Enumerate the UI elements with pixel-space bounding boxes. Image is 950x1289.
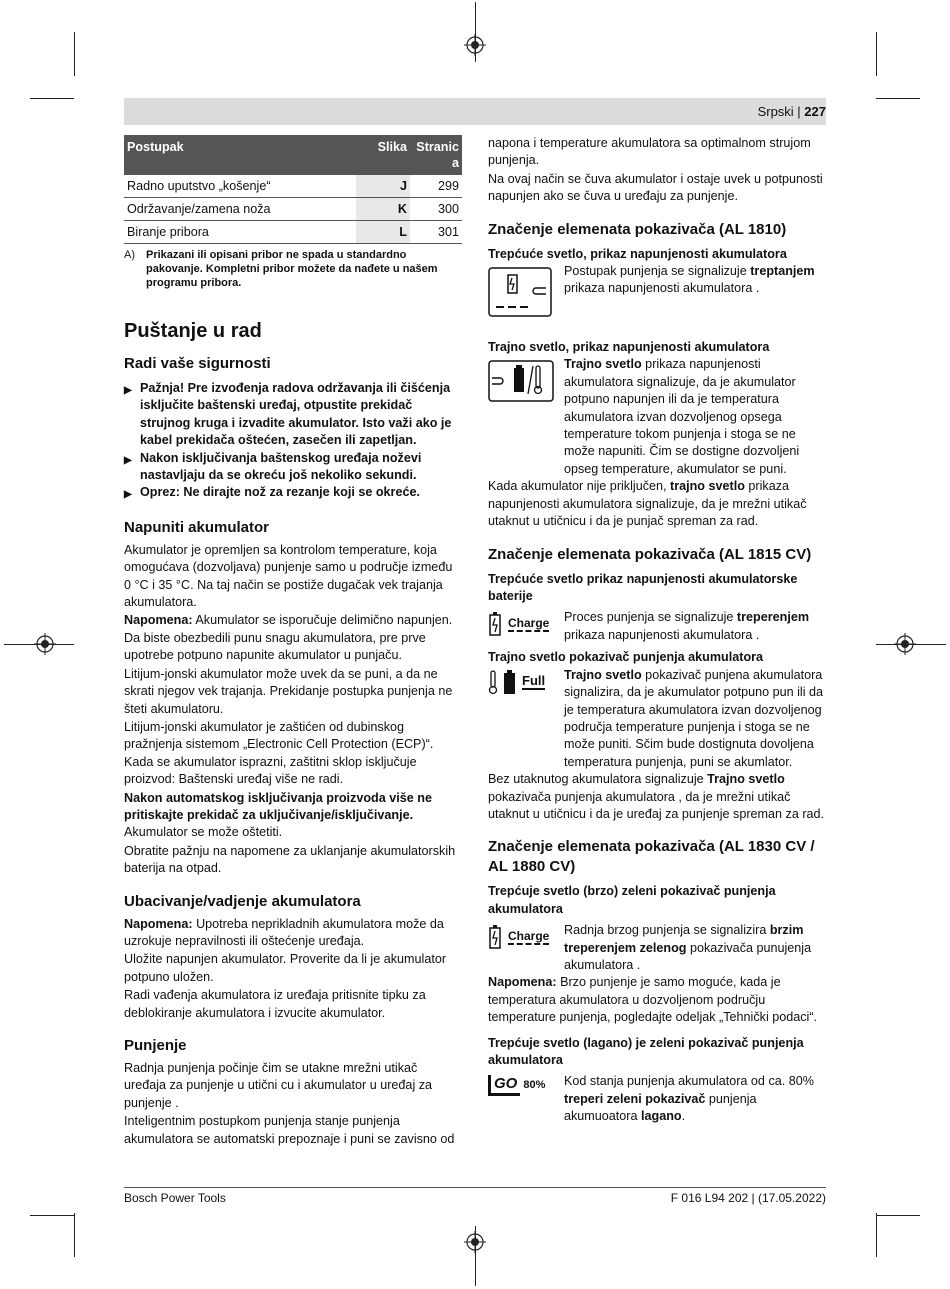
registration-mark-icon [894,633,916,655]
footer-rule [124,1187,826,1188]
insert-heading: Ubacivanje/vadjenje akumulatora [124,892,361,910]
charge-fast-icon [488,924,549,950]
paragraph: napona i temperature akumulatora sa optimalnom strujom punjenja. [488,136,811,168]
paragraph: Nakon automatskog isključivanja proizvoda više ne pritiskajte prekidač za uključivanje/isključivanje. Akumulator se može oštetiti. [124,790,432,840]
paragraph: Trajno svetlo prikaza napunjenosti akumulatora signalizuje, da je akumulator potpuno napunjen ili da je temperatura akumulatora izvan dozvoljenog opsega temperature tokom punjenja i stoga se ne može napuniti. Čim se dostigne dozvoljeni opseg temperature, akumulator se puni. [564,357,800,476]
paragraph: Postupak punjenja se signalizuje treptanjem prikaza napunjenosti akumulatora . [564,264,815,296]
table-cell: 300 [410,198,462,221]
paragraph: Litijum-jonski akumulator je zaštićen od dubinskog pražnjenja sistemom „Electronic Cell Protection (ECP)“. Kada se akumulator isprazni, zaštitni sklop isključuje proizvod: Baštenski uređaj više ne radi. [124,719,434,787]
fast-heading: Trepćuje svetlo (brzo) zeleni pokazivač punjenja akumulatora [488,884,776,916]
registration-mark-icon [34,633,56,655]
charge-label: Charge [508,929,550,944]
safety-bullet: ▶ Nakon isključivanja baštenskog uređaja noževi nastavljaju da se okreću još nekoliko sekundi. [124,450,456,485]
footnote-key: A) [124,249,135,261]
fast-indicator-row [488,922,826,974]
blink-heading: Trepćuće svetlo, prikaz napunjenosti akumulatora [488,246,787,261]
paragraph: Akumulator je opremljen sa kontrolom temperature, koja omogućava (dozvoljava) punjenje samo u područje između 0 °C i 35 °C. Na taj način se postiže dugačak vek trajanja akumulatora. [124,542,453,610]
page-header: Srpski | 227 [757,104,826,119]
steady2-heading: Trajno svetlo pokazivač punjenja akumulatora [488,650,764,665]
paragraph: Obratite pažnju na napomene za uklanjanje akumulatorskih baterija na otpad. [124,843,456,876]
table-header-row [124,135,462,175]
paragraph: Radi vađenja akumulatora iz uređaja pritisnite tipku za deblokiranje akumulatora i izvucite akumulator. [124,988,426,1020]
header-language: Srpski [757,104,794,119]
arrow-icon: ▶ [124,385,132,396]
paragraph: Napomena: Brzo punjenje je samo moguće, kada je temperatura akumulatora u dozvoljenom području temperature punjenja, pogledajte odeljak „Tehnički podaci“. [488,975,818,1025]
full-indicator-row [488,667,826,771]
percent-label: 80% [523,1079,546,1092]
table-cell: L [356,221,410,244]
paragraph: Trajno svetlo pokazivač punjena akumulatora signalizira, da je akumulator potpuno pun ili da je temperatura akumulatora izvan dozvoljenog područja temperature punjenja i stoga se ne može puniti. Sčim bude dostignuta dovoljena temperatura punjenja, puni se akumlator. [564,667,824,769]
procedure-table [124,135,462,244]
arrow-icon: ▶ [124,454,132,466]
battery-icon [488,611,502,637]
table-footnote [124,248,456,290]
arrow-icon: ▶ [124,489,132,501]
slow-indicator-row [488,1073,826,1125]
slow-heading: Trepćuje svetlo (lagano) je zeleni pokazivač punjenja akumulatora [488,1035,804,1068]
safety-bullet: ▶ Pažnja! Pre izvođenja radova održavanja ili čišćenja isključite baštenski uređaj, otpustite prekidač strujnog kruga i izvadite akumulator. Isto važi ako je kabel prekidača oštećen, zasečen ili zapetljan. [124,380,456,450]
al1830-heading: Značenje elemenata pokazivača (AL 1830 CV / AL 1880 CV) [488,838,815,876]
footer-left: Bosch Power Tools [124,1191,226,1205]
table-header: Slika [356,135,410,175]
charge-heading: Napuniti akumulator [124,518,270,536]
paragraph: Radnja punjenja počinje čim se utakne mrežni utikač uređaja za punjenje u utični cu i akumulator u uređaj za punjenje . [124,1061,433,1110]
thermometer-battery-icon [488,669,518,695]
paragraph: Na ovaj način se čuva akumulator i ostaje uvek u potpunosti napunjen ako se čuva u uređaju za punjenje. [488,171,823,204]
crop-mark [876,98,920,99]
table-cell: Biranje pribora [124,221,356,244]
paragraph: Kod stanja punjenja akumulatora od ca. 80% treperi zeleni pokazivač punjenja akumuoatora lagano. [564,1074,814,1124]
charger-blink-icon [488,267,552,317]
steady-heading: Trajno svetlo, prikaz napunjenosti akumulatora [488,340,770,355]
charger-steady-icon [488,360,554,402]
left-column [124,135,459,1149]
safety-heading: Radi vaše sigurnosti [124,355,271,372]
crop-mark [876,1215,920,1216]
full-label: Full [522,673,546,689]
section-title: Puštanje u rad [124,320,262,342]
table-header: Postupak [124,135,356,175]
punjenje-heading: Punjenje [124,1037,187,1054]
footer-right: F 016 L94 202 | (17.05.2022) [670,1191,826,1205]
paragraph: Inteligentnim postupkom punjenja stanje punjenja akumulatora se automatski prepoznaje i puni se zavisno od [124,1114,455,1146]
charge-icon [488,611,549,637]
table-header: Stranic a [410,135,462,175]
table-cell: K [356,198,410,221]
table-cell: 299 [410,175,462,198]
table-row [124,198,462,221]
header-bar [124,98,826,125]
right-column [488,135,826,1126]
steady-indicator-row [488,356,826,478]
table-cell: J [356,175,410,198]
paragraph: Uložite napunjen akumulator. Proverite da li je akumulator potpuno uložen. [124,952,447,984]
crop-mark [30,98,74,99]
crop-mark [876,1213,877,1257]
table-cell: 301 [410,221,462,244]
al1810-heading: Značenje elemenata pokazivača (AL 1810) [488,220,787,238]
paragraph: Radnja brzog punjenja se signalizira brzim treperenjem zelenog pokazivača punujenja akumulatora . [564,923,812,972]
blink-indicator-row [488,263,826,319]
table-row [124,175,462,198]
blink2-heading: Trepćuće svetlo prikaz napunjenosti akumulatorske baterije [488,571,798,603]
battery-icon [488,924,502,950]
paragraph: Kada akumulator nije priključen, trajno svetlo prikaza napunjenosti akumulatora signalizuje, da je mrežni utikač utaknut u utičnicu i da je punjač spreman za rad. [488,479,807,529]
charge-label: Charge [508,616,550,631]
paragraph: Bez utaknutog akumulatora signalizuje Trajno svetlo pokazivača punjenja akumulatora , da je mrežni utikač utaknut u utičnicu i da je uređaj za punjenje spreman za rad. [488,772,825,821]
go-80-icon [488,1075,545,1096]
crop-mark [74,1213,75,1257]
paragraph: Litijum-jonski akumulator može uvek da se puni, a da ne skrati njegov vek trajanja. Prekidanje postupka punjenja ne šteti akumulatoru. [124,666,453,716]
crop-mark [876,32,877,76]
safety-bullet: ▶ Oprez: Ne dirajte nož za rezanje koji se okreće. [124,484,456,503]
paragraph: Proces punjenja se signalizuje treperenjem prikaza napunjenosti akumulatora . [564,610,810,642]
paragraph: Napomena: Akumulator se isporučuje delimično napunjen. Da biste obezbedili punu snagu akumulatora, pre prve upotrebe potpuno napunite akumulator u punjaču. [124,613,453,663]
charge-indicator-row [488,609,826,645]
crop-mark [74,32,75,76]
al1815-heading: Značenje elemenata pokazivača (AL 1815 CV) [488,545,812,563]
full-icon [488,669,545,695]
registration-mark-icon [464,34,486,56]
footnote-text: Prikazani ili opisani pribor ne spada u standardno pakovanje. Kompletni pribor možete da nađete u našem programu pribora. [146,249,438,289]
page-number: 227 [804,104,826,119]
table-row [124,221,462,244]
paragraph: Napomena: Upotreba neprikladnih akumulatora može da uzrokuje nepravilnosti ili oštećenje uređaja. [124,916,444,948]
table-cell: Održavanje/zamena noža [124,198,356,221]
table-cell: Radno uputstvo „košenje“ [124,175,356,198]
crop-mark [30,1215,74,1216]
go-label: GO [488,1075,520,1096]
registration-mark-icon [464,1231,486,1253]
